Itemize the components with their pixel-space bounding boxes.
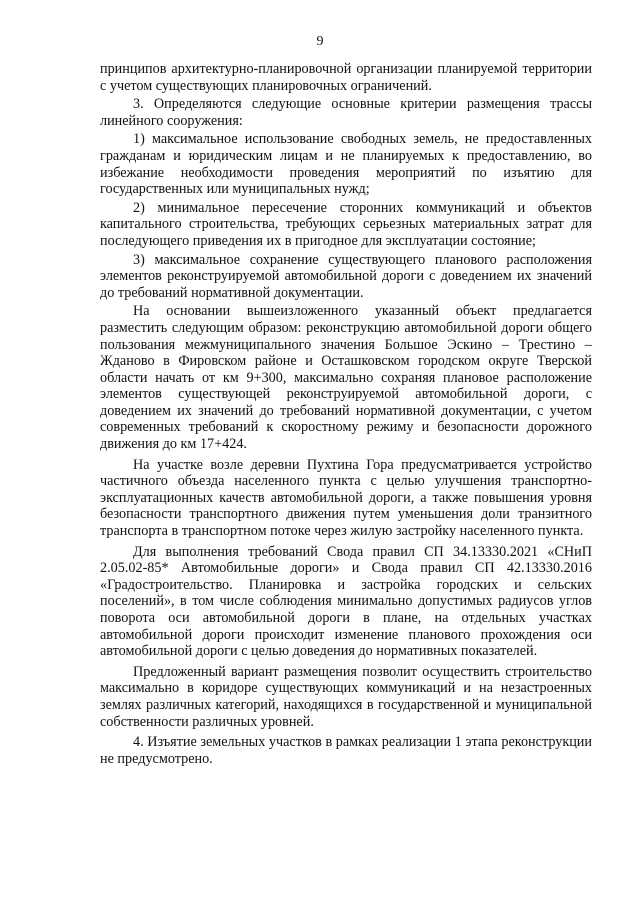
page-number: 9 (316, 34, 324, 49)
paragraph-land-withdrawal: 4. Изъятие земельных участков в рамках реализации 1 этапа реконструкции не предусмотрено. (100, 734, 592, 767)
paragraph-continuation: принципов архитектурно-планировочной организации планируемой территории с учетом существующих планировочных ограничений. (100, 61, 592, 94)
paragraph-criteria-intro: 3. Определяются следующие основные критерии размещения трассы линейного сооружения: (100, 96, 592, 129)
document-body (100, 61, 592, 767)
paragraph-requirements: Для выполнения требований Свода правил СП 34.13330.2021 «СНиП 2.05.02-85* Автомобильные дороги» и Свода правил СП 42.13330.2016 «Градостроительство. Планировка и застройка городских и сельских поселений», в том числе соблюдения минимально допустимых радиусов углов поворота оси автомобильной дороги в плане, на отдельных участках автомобильной дороги происходит изменение планового прохождения оси автомобильной дороги с целью доведения до нормативных показателей. (100, 543, 592, 660)
paragraph-criterion-1: 1) максимальное использование свободных земель, не предоставленных гражданам и юридическим лицам и не планируемых к предоставлению, во избежание необходимости проведения мероприятий по изъятию для государственных или муниципальных нужд; (100, 131, 592, 198)
paragraph-bypass: На участке возле деревни Пухтина Гора предусматривается устройство частичного объезда населенного пункта с целью улучшения транспортно-эксплуатационных качеств автомобильной дороги, а также повышения уровня безопасности транспортного движения путем уменьшения доли транзитного транспорта в транспортном потоке через жилую застройку населенного пункта. (100, 456, 592, 540)
paragraph-placement: На основании вышеизложенного указанный объект предлагается разместить следующим образом: реконструкцию автомобильной дороги общего пользования межмуниципального значения Большое Эскино – Трестино – Жданово в Фировском районе и Осташковском городском округе Тверской области начать от км 9+300, максимально сохраняя плановое расположение элементов существующей реконструируемой автомобильной дороги, с доведением их значений до требований нормативной документации, с учетом современных требований к скоростному режиму и безопасности дорожного движения до км 17+424. (100, 303, 592, 453)
paragraph-criterion-3: 3) максимальное сохранение существующего планового расположения элементов реконструируемой автомобильной дороги с доведением их значений до требований нормативной документации. (100, 251, 592, 301)
paragraph-proposed-option: Предложенный вариант размещения позволит осуществить строительство максимально в коридоре существующих коммуникаций и на незастроенных землях различных категорий, находящихся в государственной и муниципальной собственности различных уровней. (100, 663, 592, 730)
paragraph-criterion-2: 2) минимальное пересечение сторонних коммуникаций и объектов капитального строительства, требующих серьезных материальных затрат для последующего приведения их в пригодное для эксплуатации состояние; (100, 199, 592, 249)
